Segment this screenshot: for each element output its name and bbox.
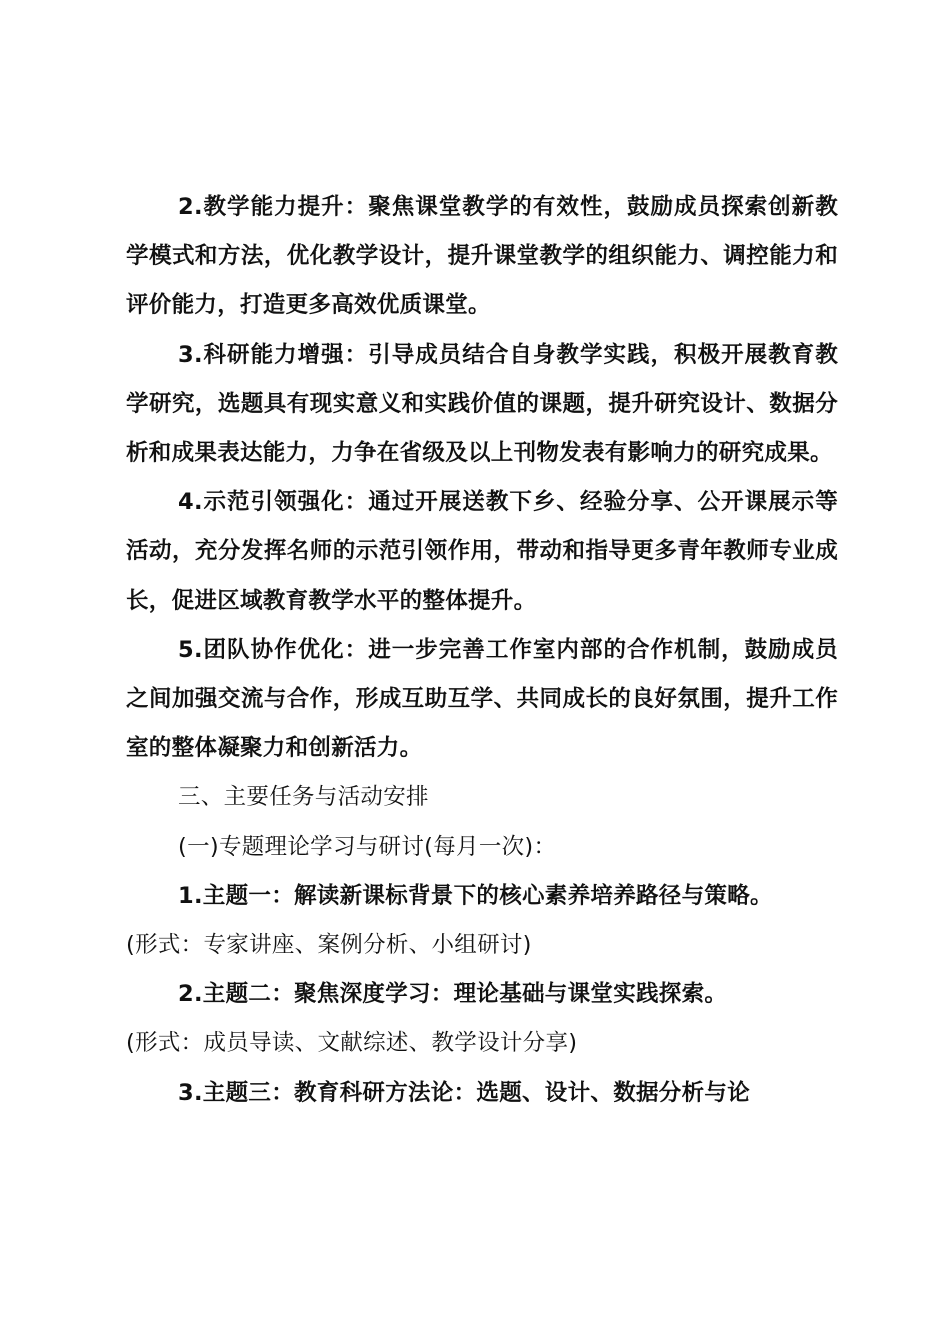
topic-three: 3.主题三：教育科研方法论：选题、设计、数据分析与论	[178, 1079, 751, 1106]
topic-two: 2.主题二：聚焦深度学习：理论基础与课堂实践探索。	[178, 981, 728, 1008]
document-page	[126, 183, 838, 1118]
paragraph-teaching-ability: 2.教学能力提升：聚焦课堂教学的有效性，鼓励成员探索创新教学模式和方法，优化教学设计，提升课堂教学的组织能力、调控能力和评价能力，打造更多高效优质课堂。	[126, 194, 838, 319]
topic-one-format: (形式：专家讲座、案例分析、小组研讨)	[126, 932, 532, 959]
topic-one: 1.主题一：解读新课标背景下的核心素养培养路径与策略。	[178, 882, 773, 909]
topic-two-format: (形式：成员导读、文献综述、教学设计分享)	[126, 1030, 578, 1057]
paragraph-demonstration: 4.示范引领强化：通过开展送教下乡、经验分享、公开课展示等活动，充分发挥名师的示范引领作用，带动和指导更多青年教师专业成长，促进区域教育教学水平的整体提升。	[126, 489, 838, 614]
paragraph-research-ability: 3.科研能力增强：引导成员结合自身教学实践，积极开展教育教学研究，选题具有现实意义和实践价值的课题，提升研究设计、数据分析和成果表达能力，力争在省级及以上刊物发表有影响力的研究成果。	[126, 341, 838, 467]
section-heading-tasks: 三、主要任务与活动安排	[178, 784, 429, 811]
subsection-heading-theory-study: (一)专题理论学习与研讨(每月一次)：	[178, 833, 557, 860]
paragraph-team-collaboration: 5.团队协作优化：进一步完善工作室内部的合作机制，鼓励成员之间加强交流与合作，形成互助互学、共同成长的良好氛围，提升工作室的整体凝聚力和创新活力。	[126, 636, 838, 762]
